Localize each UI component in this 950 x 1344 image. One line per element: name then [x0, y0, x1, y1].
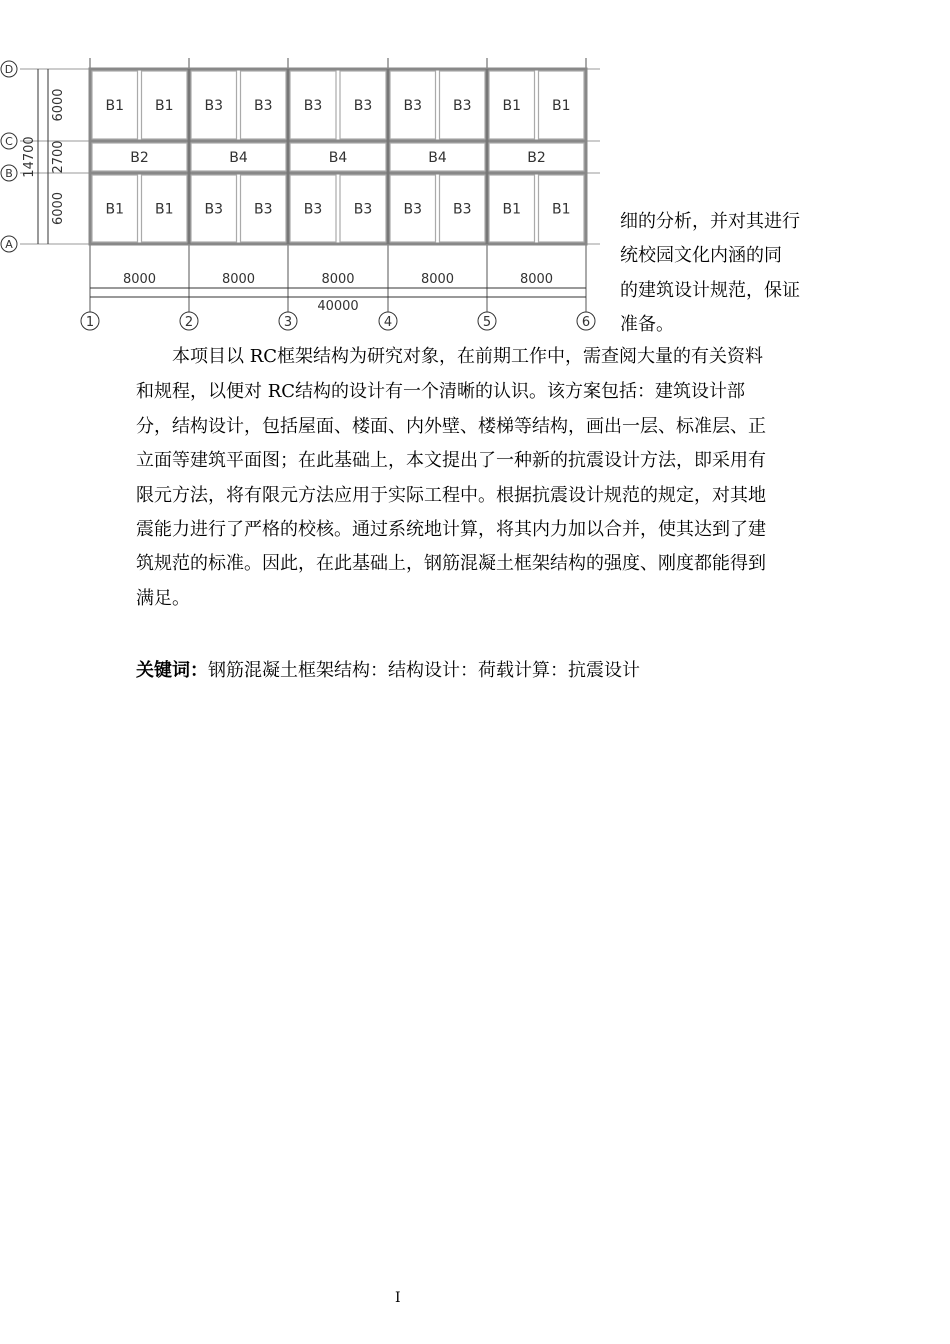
slab-label: B3: [204, 201, 224, 218]
paragraph-line: 分，结构设计，包括屋面、楼面、内外壁、楼梯等结构，画出一层、标准层、正: [136, 416, 766, 437]
dimension-label: 8000: [519, 272, 554, 287]
slab-label: B3: [353, 201, 373, 218]
side-line: 准备。: [620, 314, 674, 335]
keywords: [136, 656, 640, 682]
keywords-label: 关键词：: [136, 660, 208, 681]
paragraph-line: 筑规范的标准。因此，在此基础上，钢筋混凝土框架结构的强度、刚度都能得到: [136, 553, 766, 574]
side-line: 统校园文化内涵的同: [620, 245, 782, 266]
paragraph-line: 限元方法，将有限元方法应用于实际工程中。根据抗震设计规范的规定，对其地: [136, 485, 766, 506]
slab-label: B4: [328, 150, 348, 166]
slab-label: B3: [353, 98, 373, 114]
dimension-label: 6000: [51, 88, 66, 122]
axis-label-col: 4: [383, 315, 393, 330]
slab-label: B3: [204, 98, 224, 114]
slab-label: B3: [403, 201, 423, 218]
total-dimension-label: 40000: [317, 299, 359, 314]
slab-label: B3: [303, 201, 323, 218]
paragraph-line: 立面等建筑平面图；在此基础上，本文提出了一种新的抗震设计方法，即采用有: [136, 450, 766, 471]
slab-label: B1: [105, 201, 125, 218]
axis-label-col: 3: [283, 315, 293, 330]
axis-label-row: B: [5, 167, 13, 180]
axis-label-row: C: [5, 135, 13, 148]
paragraph-line: 本项目以 RC框架结构为研究对象，在前期工作中，需查阅大量的有关资料: [172, 346, 764, 367]
slab-label: B3: [253, 98, 273, 114]
axis-label-col: 1: [85, 315, 95, 330]
side-line: 细的分析，并对其进行: [620, 211, 800, 232]
slab-label: B1: [502, 201, 522, 218]
axis-label-row: A: [5, 238, 13, 251]
floor-plan-diagram: [0, 55, 610, 340]
dimension-label: 2700: [51, 140, 66, 174]
paragraph-line: 满足。: [136, 588, 190, 609]
axis-label-row: D: [4, 63, 14, 76]
total-dimension-label: 14700: [22, 136, 37, 178]
slab-label: B1: [154, 98, 174, 114]
slab-label: B3: [452, 98, 472, 114]
slab-label: B1: [502, 98, 522, 114]
page-number: I: [395, 1290, 401, 1306]
dimension-label: 8000: [221, 272, 256, 287]
paragraph-line: 震能力进行了严格的校核。通过系统地计算，将其内力加以合并，使其达到了建: [136, 519, 766, 540]
slab-label: B1: [551, 201, 571, 218]
slab-label: B3: [452, 201, 472, 218]
slab-label: B3: [253, 201, 273, 218]
dimension-label: 8000: [420, 272, 455, 287]
dimension-label: 6000: [51, 191, 66, 226]
side-line: 的建筑设计规范，保证: [620, 280, 800, 301]
slab-label: B2: [527, 150, 546, 166]
keywords-text: 钢筋混凝土框架结构：结构设计：荷载计算：抗震设计: [208, 660, 640, 681]
slab-label: B1: [154, 201, 174, 218]
slab-label: B3: [403, 98, 423, 114]
slab-label: B1: [105, 98, 125, 114]
dimension-label: 8000: [122, 272, 157, 287]
axis-label-col: 2: [184, 315, 194, 330]
paragraph-line: 和规程，以便对 RC结构的设计有一个清晰的认识。该方案包括：建筑设计部: [136, 381, 746, 402]
slab-label: B2: [130, 150, 149, 166]
slab-label: B4: [428, 150, 447, 166]
slab-label: B1: [551, 98, 571, 114]
slab-label: B4: [229, 150, 248, 166]
slab-label: B3: [303, 98, 323, 114]
axis-label-col: 5: [482, 315, 492, 330]
dimension-label: 8000: [321, 272, 355, 287]
axis-label-col: 6: [581, 315, 591, 330]
